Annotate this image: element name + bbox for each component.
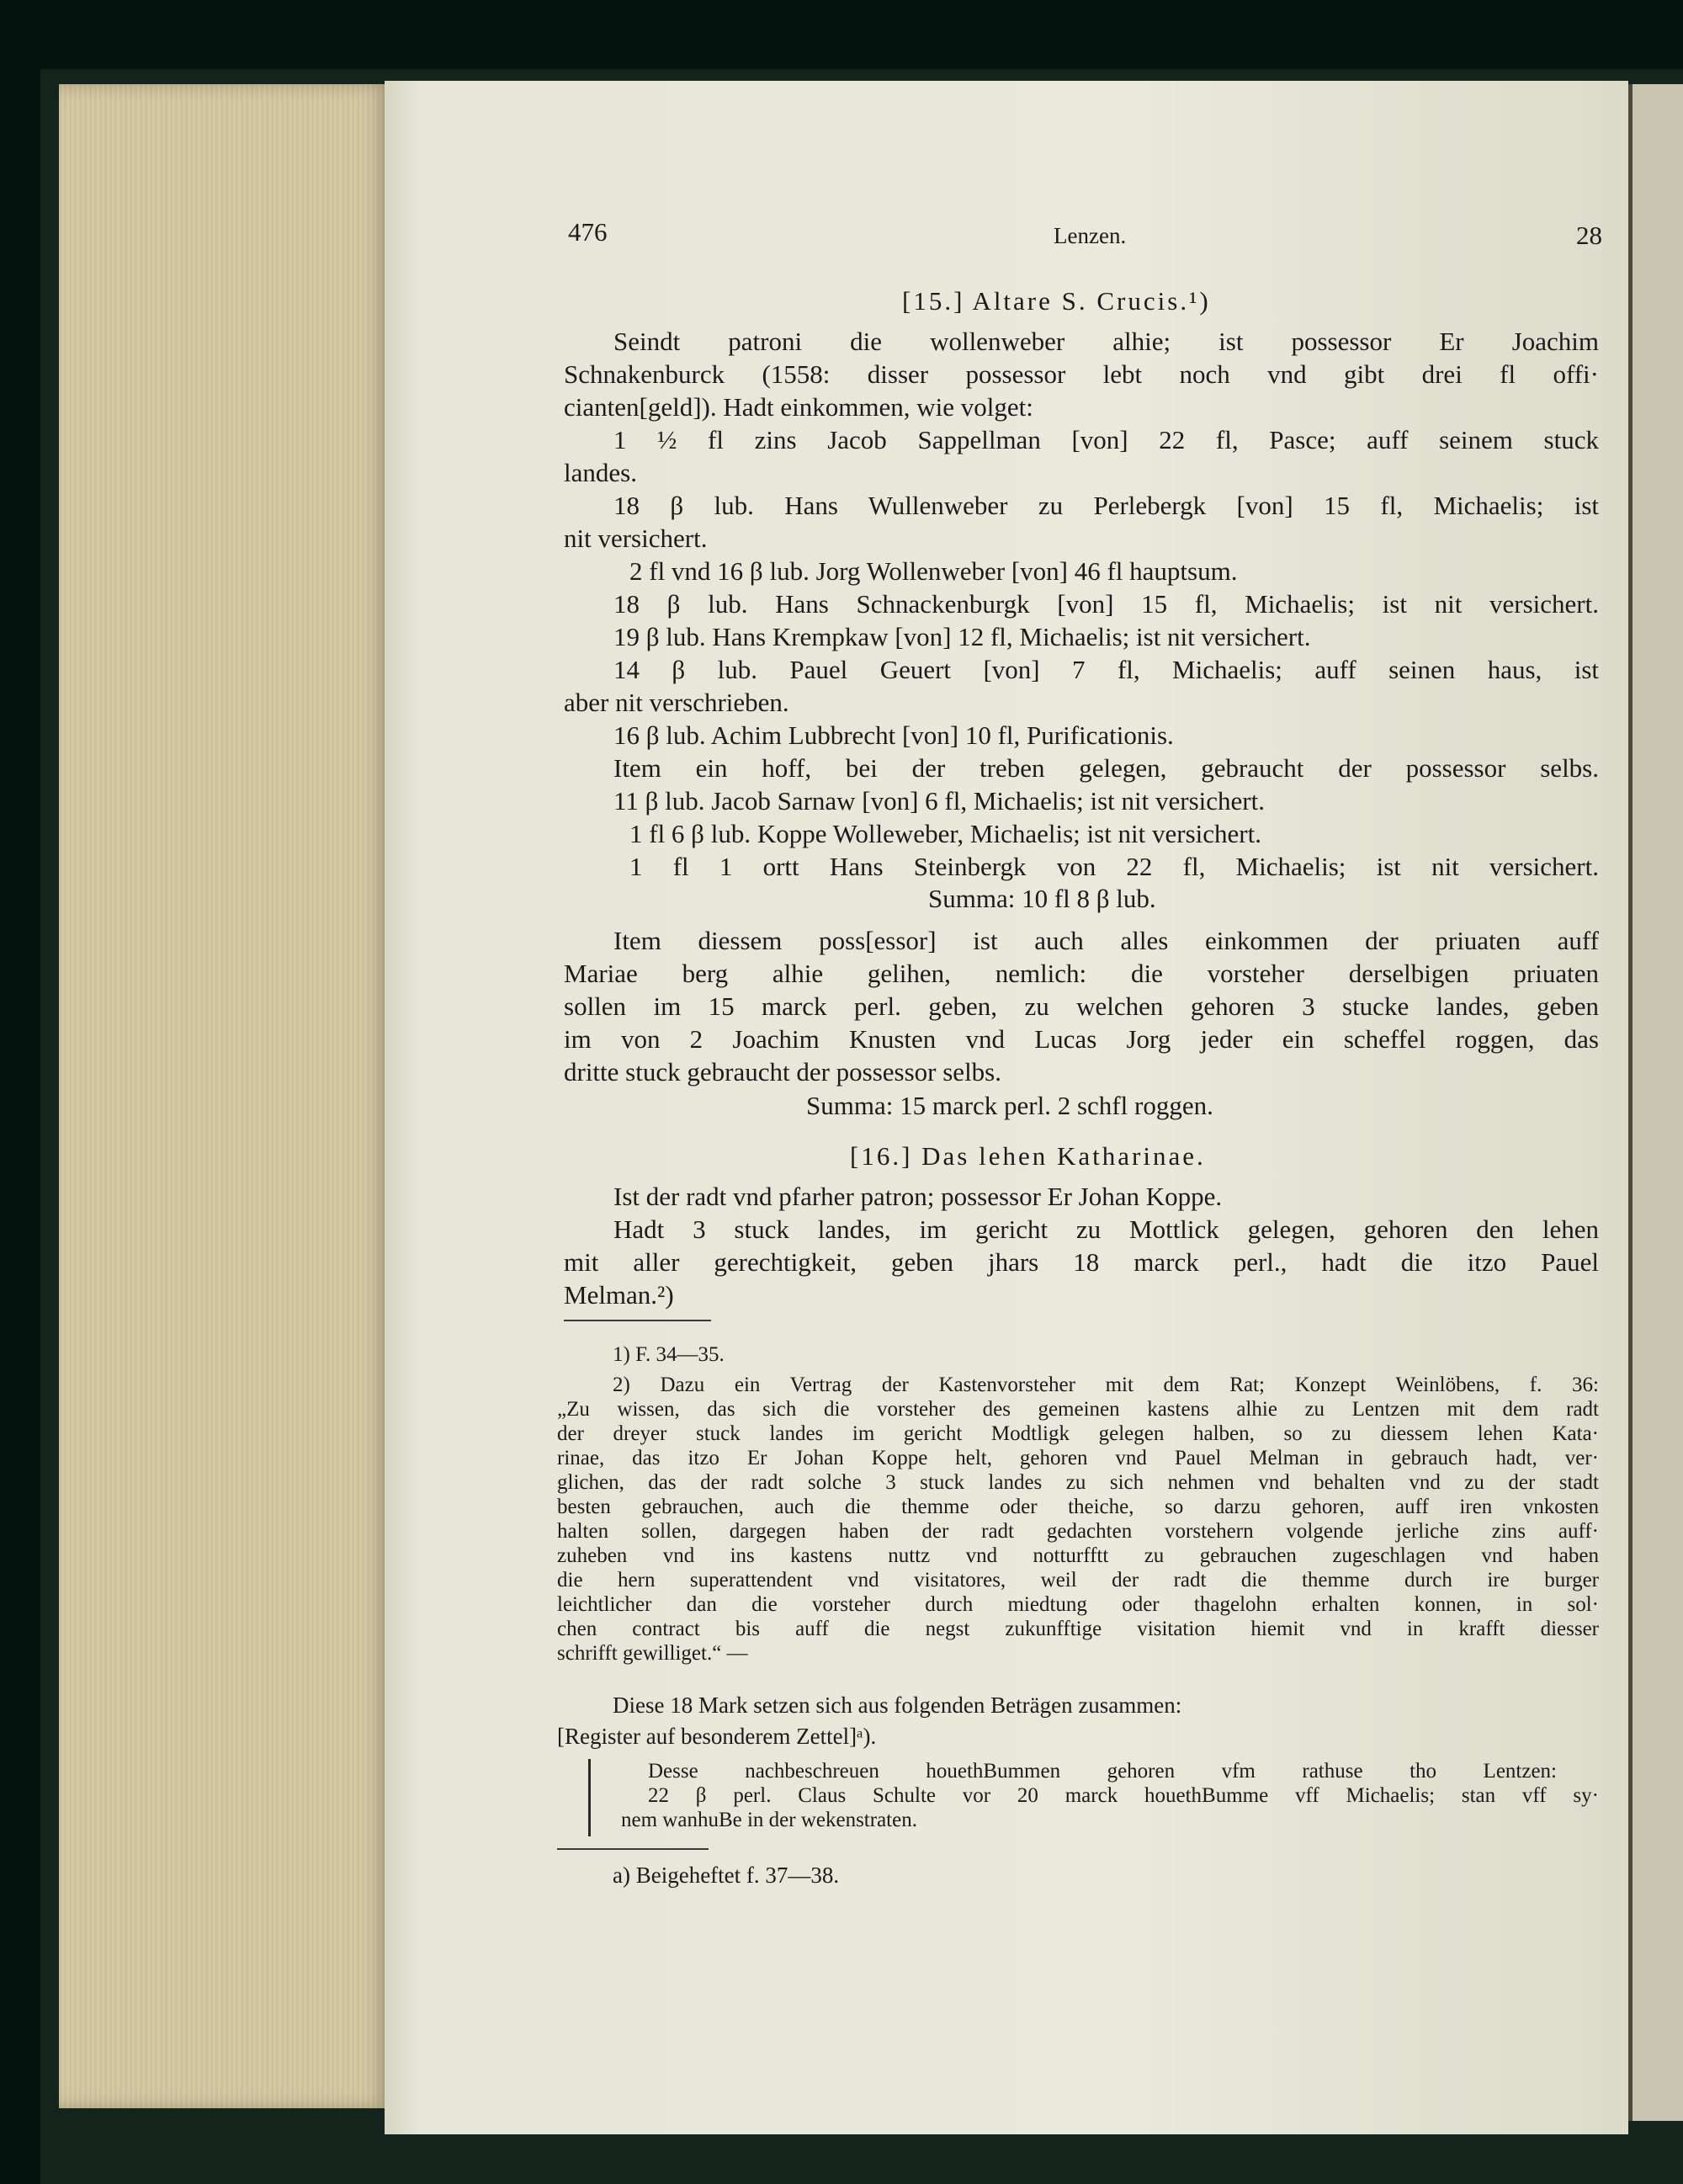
text-line: Hadt 3 stuck landes, im gericht zu Mottlick gelegen, gehoren den lehen — [613, 1214, 1599, 1244]
footnote-line: „Zu wissen, das sich die vorsteher des gemeinen kastens alhie zu Lentzen mit dem radt — [557, 1398, 1599, 1421]
text-line: Seindt patroni die wollenweber alhie; ist possessor Er Joachim — [613, 327, 1599, 356]
text-line: landes. — [564, 458, 637, 487]
footnote-rule — [564, 1320, 711, 1321]
footnote-line: besten gebrauchen, auch die themme oder theiche, so darzu gehoren, auff iren vnkosten — [557, 1496, 1599, 1518]
register-line: Desse nachbeschreuen houethBummen gehoren vfm rathuse tho Lentzen: — [648, 1760, 1557, 1783]
text-line: 11 β lub. Jacob Sarnaw [von] 6 fl, Michaelis; ist nit versichert. — [613, 786, 1265, 816]
text-line: Ist der radt vnd pfarher patron; possessor Er Johan Koppe. — [613, 1182, 1223, 1211]
register-bracket — [588, 1759, 591, 1836]
footnote-line: leichtlicher dan die vorsteher durch miedtung oder thagelohn erhalten konnen, in sol· — [557, 1593, 1599, 1616]
page-number: 476 — [568, 217, 608, 247]
section-heading: [15.] Altare S. Crucis.¹) — [902, 286, 1211, 316]
register-line: 22 β perl. Claus Schulte vor 20 marck houethBumme vff Michaelis; stan vff sy· — [648, 1784, 1599, 1807]
text-line: Melman.²) — [564, 1280, 674, 1310]
footnote-line: rinae, das itzo Er Johan Koppe helt, gehoren vnd Pauel Melman in gebrauch hadt, ver· — [557, 1447, 1599, 1469]
text-line: 18 β lub. Hans Schnackenburgk [von] 15 fl, Michaelis; ist nit versichert. — [613, 589, 1599, 619]
footnote-line: Diese 18 Mark setzen sich aus folgenden Beträgen zusammen: — [613, 1692, 1182, 1718]
footnote-line: chen contract bis auff die negst zukunfftige visitation hiemit vnd in krafft diesser — [557, 1618, 1599, 1640]
text-line: 2 fl vnd 16 β lub. Jorg Wollenweber [von] 46 fl hauptsum. — [629, 556, 1238, 586]
footnote-line: 1) F. 34—35. — [613, 1343, 725, 1366]
footnote-line: halten sollen, dargegen haben der radt gedachten vorstehern volgende jerliche zins auff· — [557, 1520, 1599, 1543]
text-line: 19 β lub. Hans Krempkaw [von] 12 fl, Michaelis; ist nit versichert. — [613, 622, 1311, 651]
text-line: 1 fl 6 β lub. Koppe Wolleweber, Michaelis; ist nit versichert. — [629, 819, 1261, 848]
text-line: Mariae berg alhie gelihen, nemlich: die vorsteher derselbigen priuaten — [564, 959, 1599, 988]
footnote-line: der dreyer stuck landes im gericht Modtligk gelegen halben, so zu diessem lehen Kata· — [557, 1422, 1599, 1445]
text-line: sollen im 15 marck perl. geben, zu welchen gehoren 3 stucke landes, geben — [564, 991, 1599, 1021]
margin-number: 28 — [1576, 221, 1602, 250]
text-line: 18 β lub. Hans Wullenweber zu Perlebergk [von] 15 fl, Michaelis; ist — [613, 491, 1599, 520]
register-line: nem wanhuBe in der wekenstraten. — [621, 1809, 917, 1831]
text-line: cianten[geld]). Hadt einkommen, wie volget: — [564, 392, 1033, 422]
text-line: 1 ½ fl zins Jacob Sappellman [von] 22 fl, Pasce; auff seinem stuck — [613, 425, 1599, 454]
summa-line: Summa: 10 fl 8 β lub. — [928, 884, 1156, 913]
text-line: Schnakenburck (1558: disser possessor lebt noch vnd gibt drei fl offi· — [564, 359, 1599, 389]
running-title: Lenzen. — [1054, 223, 1127, 248]
footnote-line: die hern superattendent vnd visitatores, weil der radt die themme durch ire burger — [557, 1569, 1599, 1592]
text-line: dritte stuck gebraucht der possessor selbs. — [564, 1057, 1001, 1087]
section-heading: [16.] Das lehen Katharinae. — [850, 1141, 1206, 1171]
summa-line: Summa: 15 marck perl. 2 schfl roggen. — [806, 1091, 1213, 1120]
footnote-line: glichen, das der radt solche 3 stuck landes zu sich nehmen vnd behalten vnd zu der stadt — [557, 1471, 1599, 1494]
text-line: aber nit verschrieben. — [564, 688, 789, 717]
text-line: 16 β lub. Achim Lubbrecht [von] 10 fl, Purificationis. — [613, 720, 1174, 750]
text-line: 14 β lub. Pauel Geuert [von] 7 fl, Michaelis; auff seinen haus, ist — [613, 655, 1599, 684]
page-edges — [59, 84, 391, 2108]
text-line: 1 fl 1 ortt Hans Steinbergk von 22 fl, Michaelis; ist nit versichert. — [629, 852, 1599, 881]
footnote-line: [Register auf besonderem Zettel]ᵃ). — [557, 1724, 877, 1749]
footnote-rule — [557, 1848, 709, 1850]
text-line: Item ein hoff, bei der treben gelegen, gebraucht der possessor selbs. — [613, 753, 1599, 783]
footnote-line: zuheben vnd ins kastens nuttz vnd notturfftt zu gebrauchen zugeschlagen vnd haben — [557, 1544, 1599, 1567]
text-line: nit versichert. — [564, 523, 708, 553]
next-page-edge — [1628, 84, 1683, 2121]
text-line: Item diessem poss[essor] ist auch alles einkommen der priuaten auff — [613, 926, 1599, 955]
text-line: mit aller gerechtigkeit, geben jhars 18 marck perl., hadt die itzo Pauel — [564, 1247, 1599, 1277]
text-line: im von 2 Joachim Knusten vnd Lucas Jorg jeder ein scheffel roggen, das — [564, 1024, 1599, 1054]
footnote-line: a) Beigeheftet f. 37—38. — [613, 1863, 840, 1888]
footnote-line: 2) Dazu ein Vertrag der Kastenvorsteher mit dem Rat; Konzept Weinlöbens, f. 36: — [613, 1374, 1599, 1396]
footnote-line: schrifft gewilliget.“ — — [557, 1642, 748, 1665]
